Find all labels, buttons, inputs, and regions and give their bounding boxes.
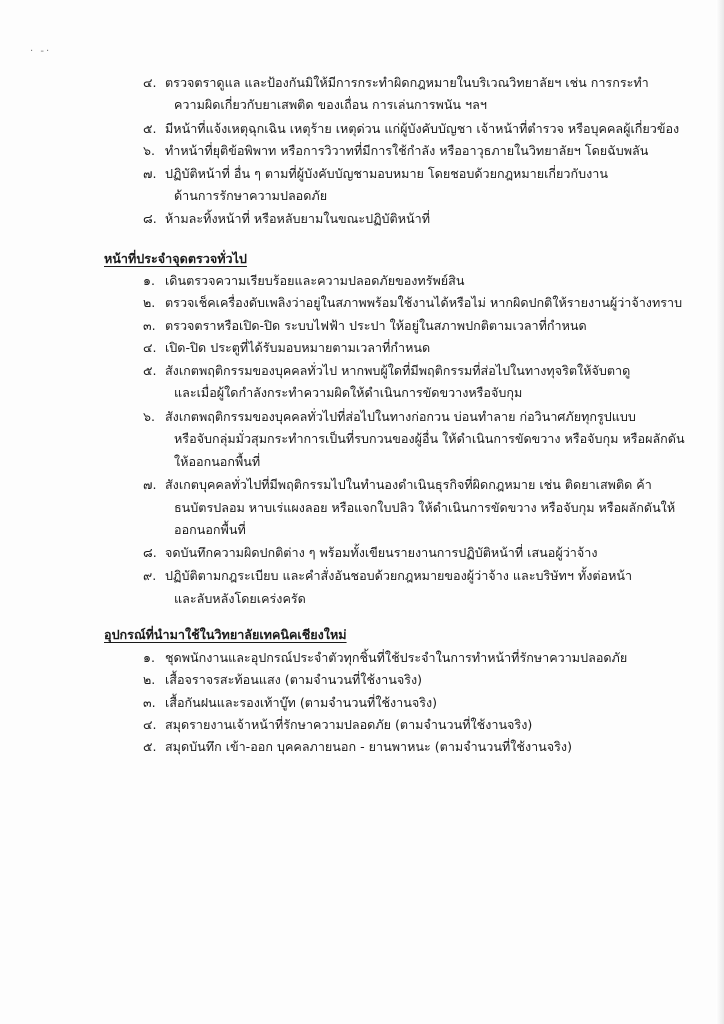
item-number: ๕. bbox=[143, 363, 157, 378]
item-text: จดบันทึกความผิดปกติต่าง ๆ พร้อมทั้งเขียนรายงานการปฏิบัติหน้าที่ เสนอผู้ว่าจ้าง bbox=[165, 545, 598, 560]
checkpoint-item-9 bbox=[143, 565, 632, 586]
item-text: มีหน้าที่แจ้งเหตุฉุกเฉิน เหตุร้าย เหตุด่วน แก่ผู้บังคับบัญชา เจ้าหน้าที่ตำรวจ หรือบุคคลผู้เกี่ยวข้อง bbox=[165, 121, 680, 136]
item-text: ตรวจเช็คเครื่องดับเพลิงว่าอยู่ในสภาพพร้อมใช้งานได้หรือไม่ หากผิดปกติให้รายงานผู้ว่าจ้างทราบ bbox=[165, 295, 683, 310]
item-text: ทำหน้าที่ยุติข้อพิพาท หรือการวิวาทที่มีการใช้กำลัง หรืออาวุธภายในวิทยาลัยฯ โดยฉับพลัน bbox=[165, 143, 649, 158]
item-number: ๘. bbox=[143, 545, 157, 560]
item-number: ๖. bbox=[143, 409, 155, 424]
checkpoint-item-6 bbox=[143, 406, 636, 427]
checkpoint-item-8 bbox=[143, 542, 597, 563]
item-text: สมุดบันทึก เข้า-ออก บุคคลภายนอก - ยานพาหนะ (ตามจำนวนที่ใช้งานจริง) bbox=[165, 739, 572, 754]
item-number: ๕. bbox=[143, 121, 157, 136]
section-heading-checkpoint: หน้าที่ประจำจุดตรวจทั่วไป bbox=[104, 251, 247, 266]
item-text: สังเกตพฤติกรรมของบุคคลทั่วไป หากพบผู้ใดที่มีพฤติกรรมที่ส่อไปในทางทุจริตให้จับตาดู bbox=[165, 363, 631, 378]
checkpoint-item-5-cont: และเมื่อผู้ใดกำลังกระทำความผิดให้ดำเนินการขัดขวางหรือจับกุม bbox=[174, 385, 523, 400]
item-text: ปฏิบัติหน้าที่ อื่น ๆ ตามที่ผู้บังคับบัญชามอบหมาย โดยชอบด้วยกฎหมายเกี่ยวกับงาน bbox=[165, 166, 608, 181]
equipment-item-5 bbox=[143, 736, 572, 757]
equipment-item-3 bbox=[143, 692, 437, 713]
item-number: ๕. bbox=[143, 739, 157, 754]
item-number: ๖. bbox=[143, 143, 155, 158]
item-text: ชุดพนักงานและอุปกรณ์ประจำตัวทุกชิ้นที่ใช้ประจำในการทำหน้าที่รักษาความปลอดภัย bbox=[165, 650, 628, 665]
duty-item-5 bbox=[143, 118, 679, 139]
item-text: ตรวจตราดูแล และป้องกันมิให้มีการกระทำผิดกฎหมายในบริเวณวิทยาลัยฯ เช่น การกระทำ bbox=[165, 75, 649, 90]
item-number: ๗. bbox=[143, 166, 157, 181]
item-number: ๔. bbox=[143, 75, 157, 90]
checkpoint-item-2 bbox=[143, 292, 682, 313]
item-number: ๑. bbox=[143, 273, 155, 288]
checkpoint-item-7-cont2: ออกนอกพื้นที่ bbox=[174, 522, 246, 537]
checkpoint-item-7 bbox=[143, 474, 652, 495]
item-text: สมุดรายงานเจ้าหน้าที่รักษาความปลอดภัย (ตามจำนวนที่ใช้งานจริง) bbox=[165, 717, 533, 732]
item-text: เดินตรวจความเรียบร้อยและความปลอดภัยของทรัพย์สิน bbox=[165, 273, 465, 288]
section-heading-equipment: อุปกรณ์ที่นำมาใช้ในวิทยาลัยเทคนิคเชียงใหม่ bbox=[104, 627, 347, 642]
item-number: ๓. bbox=[143, 695, 156, 710]
item-number: ๔. bbox=[143, 717, 157, 732]
checkpoint-item-6-cont2: ให้ออกนอกพื้นที่ bbox=[174, 454, 261, 469]
checkpoint-item-6-cont: หรือจับกลุ่มมั่วสุมกระทำการเป็นที่รบกวนของผู้อื่น ให้ดำเนินการขัดขวาง หรือจับกุม หรือผลักดัน bbox=[174, 431, 685, 446]
item-text: สังเกตพฤติกรรมของบุคคลทั่วไปที่ส่อไปในทางก่อกวน บ่อนทำลาย ก่อวินาศภัยทุกรูปแบบ bbox=[165, 409, 636, 424]
item-number: ๘. bbox=[143, 211, 157, 226]
item-number: ๓. bbox=[143, 318, 156, 333]
equipment-item-1 bbox=[143, 647, 627, 668]
checkpoint-item-1 bbox=[143, 270, 464, 291]
duty-item-8 bbox=[143, 208, 430, 229]
item-number: ๑. bbox=[143, 650, 155, 665]
item-text: สังเกตบุคคลทั่วไปที่มีพฤติกรรมไปในทำนองดำเนินธุรกิจที่ผิดกฎหมาย เช่น ติดยาเสพติด ค้า bbox=[165, 477, 652, 492]
duty-item-7 bbox=[143, 163, 608, 184]
duty-item-4 bbox=[143, 72, 649, 93]
scan-edge-shadow bbox=[716, 0, 724, 1024]
item-number: ๗. bbox=[143, 477, 157, 492]
item-text: เสื้อกันฝนและรองเท้าบู๊ท (ตามจำนวนที่ใช้งานจริง) bbox=[165, 695, 438, 710]
checkpoint-item-3 bbox=[143, 315, 587, 336]
item-number: ๒. bbox=[143, 672, 156, 687]
item-number: ๒. bbox=[143, 295, 156, 310]
checkpoint-item-4 bbox=[143, 337, 430, 358]
item-text: เปิด-ปิด ประตูที่ได้รับมอบหมายตามเวลาที่กำหนด bbox=[165, 340, 431, 355]
checkpoint-item-5 bbox=[143, 360, 630, 381]
scan-specks: · -· bbox=[30, 46, 52, 57]
item-text: ตรวจตราหรือเปิด-ปิด ระบบไฟฟ้า ประปา ให้อยู่ในสภาพปกติตามเวลาที่กำหนด bbox=[165, 318, 587, 333]
duty-item-4-cont: ความผิดเกี่ยวกับยาเสพติด ของเถื่อน การเล่นการพนัน ฯลฯ bbox=[174, 97, 487, 112]
checkpoint-item-7-cont: ธนบัตรปลอม หาบเร่แผงลอย หรือแจกใบปลิว ให้ดำเนินการขัดขวาง หรือจับกุม หรือผลักดันให้ bbox=[174, 500, 676, 515]
checkpoint-item-9-cont: และลับหลังโดยเคร่งครัด bbox=[174, 591, 306, 606]
item-text: เสื้อจราจรสะท้อนแสง (ตามจำนวนที่ใช้งานจริง) bbox=[165, 672, 423, 687]
item-number: ๔. bbox=[143, 340, 157, 355]
item-text: ห้ามละทิ้งหน้าที่ หรือหลับยามในขณะปฏิบัติหน้าที่ bbox=[165, 211, 431, 226]
item-text: ปฏิบัติตามกฎระเบียบ และคำสั่งอันชอบด้วยกฎหมายของผู้ว่าจ้าง และบริษัทฯ ทั้งต่อหน้า bbox=[165, 568, 633, 583]
duty-item-6 bbox=[143, 140, 648, 161]
item-number: ๙. bbox=[143, 568, 157, 583]
equipment-item-4 bbox=[143, 714, 532, 735]
equipment-item-2 bbox=[143, 669, 422, 690]
duty-item-7-cont: ด้านการรักษาความปลอดภัย bbox=[174, 188, 328, 203]
